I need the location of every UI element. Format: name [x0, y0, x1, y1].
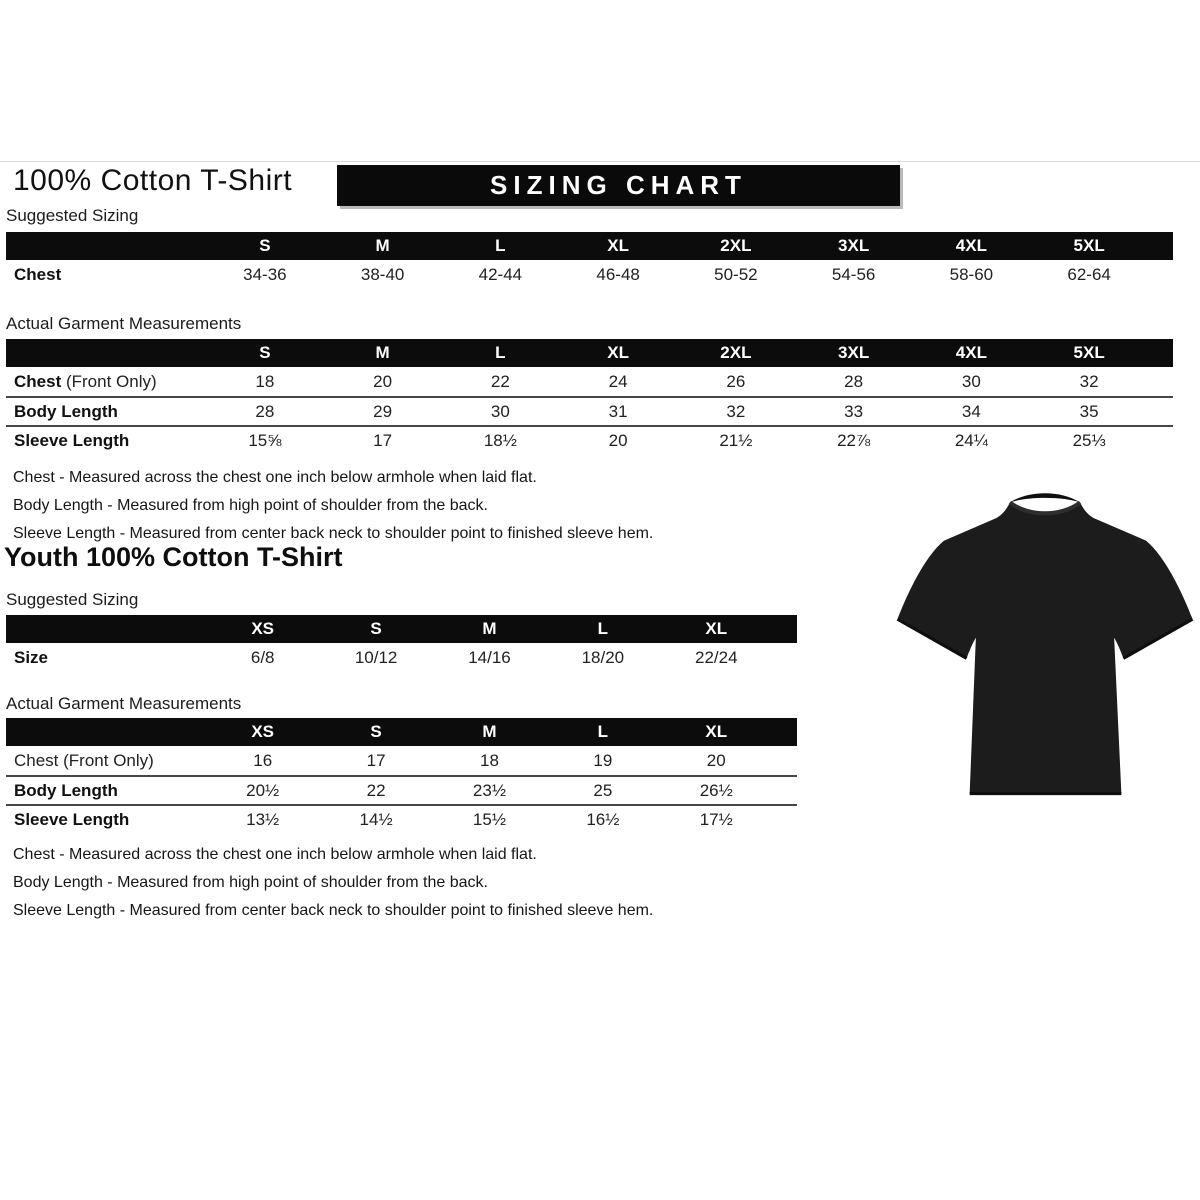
note-sleeve-length: Sleeve Length - Measured from center back neck to shoulder point to finished sleeve hem. — [13, 525, 654, 542]
note-chest: Chest - Measured across the chest one inch below armhole when laid flat. — [13, 469, 537, 486]
youth-actual-header-row — [6, 718, 797, 746]
size-header: M — [482, 619, 497, 638]
cell: 50-52 — [714, 264, 758, 284]
youth-body-length-row — [6, 775, 797, 804]
size-header: XS — [251, 619, 275, 638]
adult-title: 100% Cotton T-Shirt — [13, 164, 293, 197]
size-header: 2XL — [720, 236, 752, 255]
note-body-length: Body Length - Measured from high point of shoulder from the back. — [13, 497, 488, 514]
cell: 33 — [844, 401, 864, 421]
row-label-text: Body Length — [14, 401, 118, 421]
adult-suggested-table — [6, 232, 1173, 289]
cell: 34 — [961, 401, 981, 421]
cell: 20 — [608, 430, 628, 450]
cell: 16½ — [586, 809, 620, 829]
cell: 23½ — [472, 780, 507, 800]
cell: 20 — [373, 371, 393, 391]
cell: 54-56 — [831, 264, 876, 284]
size-header: 4XL — [955, 236, 987, 255]
cell: 18/20 — [581, 647, 625, 667]
adult-actual-label: Actual Garment Measurements — [6, 314, 242, 333]
youth-suggested-header-row — [6, 615, 797, 643]
cell: 22 — [366, 780, 386, 800]
size-header: L — [495, 343, 506, 362]
cell: 19 — [593, 750, 613, 770]
youth-suggested-label: Suggested Sizing — [6, 590, 139, 609]
adult-sleeve-length-row — [6, 425, 1173, 454]
row-label — [6, 431, 206, 451]
adult-suggested-header-row — [6, 232, 1173, 260]
youth-suggested-table — [6, 615, 797, 672]
cell: 26 — [726, 371, 746, 391]
cell: 62-64 — [1067, 264, 1111, 284]
adult-actual-header-row — [6, 339, 1173, 367]
row-label — [6, 810, 206, 830]
size-header: XL — [705, 722, 728, 741]
tshirt-image — [890, 486, 1200, 808]
note-body-length: Body Length - Measured from high point of shoulder from the back. — [13, 874, 488, 891]
top-divider — [0, 161, 1200, 162]
cell: 17 — [373, 430, 393, 450]
cell: 18½ — [483, 430, 517, 450]
adult-chest-row — [6, 367, 1173, 396]
cell: 30 — [490, 401, 510, 421]
cell: 17½ — [699, 809, 733, 829]
size-header: 4XL — [955, 343, 987, 362]
size-header: 5XL — [1073, 343, 1105, 362]
cell: 58-60 — [949, 264, 994, 284]
cell: 18 — [255, 371, 275, 391]
youth-sleeve-length-row — [6, 804, 797, 833]
adult-measurement-notes — [13, 464, 653, 548]
youth-size-row — [6, 643, 797, 672]
cell: 38-40 — [360, 264, 405, 284]
cell: 15⅝ — [248, 430, 282, 450]
cell: 10/12 — [354, 647, 398, 667]
youth-actual-label: Actual Garment Measurements — [6, 694, 242, 713]
row-label-text: Chest — [14, 371, 62, 391]
cell: 25⅓ — [1072, 430, 1106, 450]
cell: 29 — [373, 401, 393, 421]
cell: 22/24 — [694, 647, 738, 667]
row-label-text: Body Length — [14, 780, 118, 800]
cell: 32 — [726, 401, 746, 421]
row-label — [6, 781, 206, 801]
size-header: 3XL — [838, 343, 870, 362]
cell: 15½ — [472, 809, 507, 829]
cell: 25 — [593, 780, 613, 800]
cell: 28 — [844, 371, 864, 391]
row-label-text: Sleeve Length — [14, 430, 130, 450]
cell: 20½ — [246, 780, 280, 800]
row-label — [6, 402, 206, 422]
cell: 16 — [253, 750, 273, 770]
size-header: XL — [607, 236, 629, 255]
cell: 24 — [608, 371, 628, 391]
adult-body-length-row — [6, 396, 1173, 425]
cell: 31 — [608, 401, 628, 421]
size-header: S — [259, 236, 271, 255]
row-label: Chest (Front Only) — [14, 750, 154, 770]
sizing-chart-banner: SIZING CHART — [337, 165, 900, 206]
row-label-suffix: (Front Only) — [61, 371, 157, 391]
cell: 21½ — [719, 430, 753, 450]
cell: 30 — [961, 371, 981, 391]
size-header: M — [375, 236, 390, 255]
cell: 17 — [366, 750, 386, 770]
size-header: XS — [251, 722, 275, 741]
cell: 20 — [706, 750, 726, 770]
note-sleeve-length: Sleeve Length - Measured from center back neck to shoulder point to finished sleeve hem. — [13, 902, 654, 919]
size-header: M — [375, 343, 390, 362]
size-header: 5XL — [1073, 236, 1105, 255]
youth-measurement-notes — [13, 841, 653, 925]
size-header: L — [495, 236, 506, 255]
row-label — [6, 648, 206, 668]
row-label — [6, 372, 206, 392]
size-header: S — [259, 343, 271, 362]
cell: 32 — [1079, 371, 1099, 391]
size-header: M — [482, 722, 497, 741]
size-header: S — [370, 722, 382, 741]
size-header: 2XL — [720, 343, 752, 362]
youth-actual-table — [6, 718, 797, 833]
cell: 35 — [1079, 401, 1099, 421]
cell: 28 — [255, 401, 275, 421]
size-header: L — [597, 722, 609, 741]
size-header: L — [597, 619, 609, 638]
tshirt-icon — [890, 486, 1200, 808]
cell: 6/8 — [250, 647, 275, 667]
row-label-text: Chest — [14, 264, 62, 284]
cell: 14/16 — [468, 647, 511, 667]
cell: 26½ — [699, 780, 733, 800]
cell: 34-36 — [243, 264, 287, 284]
row-label — [6, 265, 206, 285]
size-header: XL — [705, 619, 728, 638]
adult-chest-range-row — [6, 260, 1173, 289]
cell: 18 — [480, 750, 499, 770]
cell: 22 — [490, 371, 510, 391]
row-label-text: Sleeve Length — [14, 809, 130, 829]
cell: 13½ — [246, 809, 280, 829]
adult-suggested-label: Suggested Sizing — [6, 206, 139, 225]
cell: 46-48 — [596, 264, 640, 284]
cell: 14½ — [359, 809, 393, 829]
cell: 22⅞ — [837, 430, 871, 450]
size-header: 3XL — [838, 236, 870, 255]
note-chest: Chest - Measured across the chest one inch below armhole when laid flat. — [13, 846, 537, 863]
youth-chest-row — [6, 746, 797, 775]
adult-actual-table — [6, 339, 1173, 454]
row-label-text: Size — [14, 647, 49, 667]
cell: 24¼ — [954, 430, 988, 450]
size-header: XL — [607, 343, 629, 362]
size-header: S — [370, 619, 382, 638]
youth-title: Youth 100% Cotton T-Shirt — [4, 542, 343, 572]
cell: 42-44 — [478, 264, 523, 284]
